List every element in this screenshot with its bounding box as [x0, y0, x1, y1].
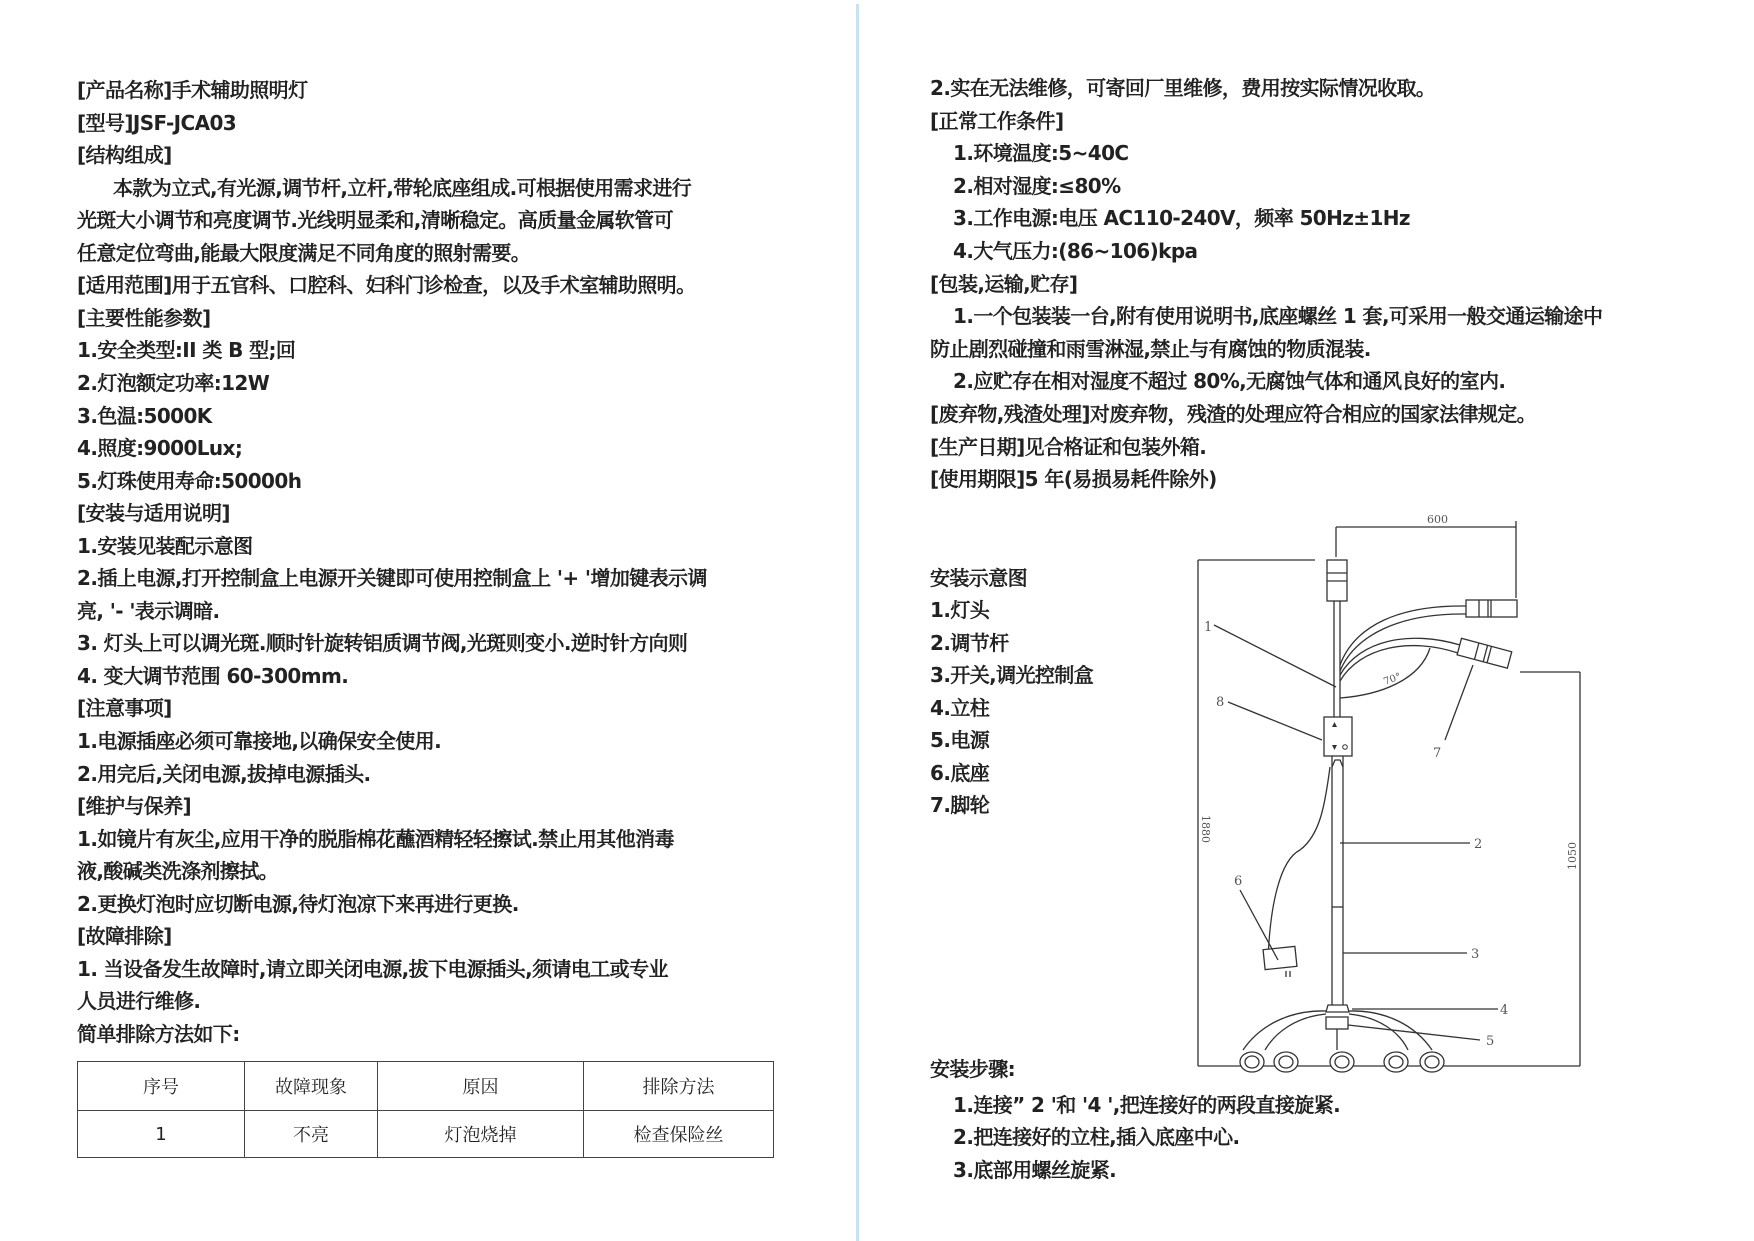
- troubleshooting-table: [77, 1061, 774, 1158]
- table-cell: 不亮: [245, 1111, 378, 1158]
- callout-label: 2: [1474, 837, 1483, 852]
- table-row: [78, 1111, 774, 1158]
- text-line: 3.工作电源:电压 AC110-240V，频率 50Hz±1Hz: [953, 206, 1410, 230]
- text-line: [安装与适用说明]: [77, 501, 230, 525]
- dimension-arm-height-label: 1050: [1566, 842, 1579, 870]
- text-line: 4.大气压力:(86~106)kpa: [953, 239, 1198, 263]
- text-line: [注意事项]: [77, 696, 172, 720]
- text-line: 任意定位弯曲,能最大限度满足不同角度的照射需要。: [77, 241, 531, 265]
- legend-item: 3.开关,调光控制盒: [930, 663, 1094, 687]
- lamp-assembly-diagram: [1180, 505, 1600, 1085]
- callout-label: 8: [1216, 695, 1225, 710]
- text-line: 3.色温:5000K: [77, 404, 212, 428]
- text-line: 5.灯珠使用寿命:50000h: [77, 469, 302, 493]
- text-line: 2.灯泡额定功率:12W: [77, 371, 270, 395]
- legend-item: 6.底座: [930, 761, 990, 785]
- table-header-row: [78, 1062, 774, 1111]
- text-line: 2.相对湿度:≤80%: [953, 174, 1121, 198]
- text-line: 1.电源插座必须可靠接地,以确保安全使用.: [77, 729, 442, 753]
- callout-label: 3: [1471, 947, 1480, 962]
- text-line: 1.安全类型:II 类 B 型;回: [77, 338, 296, 362]
- text-line: [结构组成]: [77, 143, 172, 167]
- text-line: [包装,运输,贮存]: [930, 272, 1078, 296]
- text-line: 本款为立式,有光源,调节杆,立杆,带轮底座组成.可根据使用需求进行: [113, 176, 692, 200]
- table-header-cell: 序号: [78, 1062, 245, 1111]
- text-line: 1.如镜片有灰尘,应用干净的脱脂棉花蘸酒精轻轻擦试.禁止用其他消毒: [77, 827, 674, 851]
- table-header-cell: 故障现象: [245, 1062, 378, 1111]
- text-line: 1.一个包装装一台,附有使用说明书,底座螺丝 1 套,可采用一般交通运输途中: [953, 304, 1603, 328]
- callout-label: 7: [1433, 746, 1442, 761]
- text-line: 2.用完后,关闭电源,拔掉电源插头.: [77, 762, 371, 786]
- step-item: 3.底部用螺丝旋紧.: [953, 1158, 1117, 1182]
- text-line: [使用期限]5 年(易损易耗件除外): [930, 467, 1217, 491]
- legend-item: 2.调节杆: [930, 631, 1009, 655]
- text-line: [产品名称]手术辅助照明灯: [77, 78, 308, 102]
- text-line: 4.照度:9000Lux;: [77, 436, 243, 460]
- text-line: [维护与保养]: [77, 794, 192, 818]
- text-line: [正常工作条件]: [930, 109, 1064, 133]
- table-cell: 1: [78, 1111, 245, 1158]
- table-cell: 检查保险丝: [584, 1111, 774, 1158]
- legend-title: 安装示意图: [930, 566, 1027, 590]
- steps-title: 安装步骤:: [930, 1057, 1015, 1081]
- dimension-width-label: 600: [1427, 513, 1448, 526]
- text-line: 人员进行维修.: [77, 989, 201, 1013]
- step-item: 2.把连接好的立柱,插入底座中心.: [953, 1125, 1240, 1149]
- legend-item: 4.立柱: [930, 696, 990, 720]
- text-line: 1. 当设备发生故障时,请立即关闭电源,拔下电源插头,须请电工或专业: [77, 957, 668, 981]
- text-line: [型号]JSF-JCA03: [77, 111, 237, 135]
- text-line: 光斑大小调节和亮度调节.光线明显柔和,清晰稳定。高质量金属软管可: [77, 208, 673, 232]
- text-line: [故障排除]: [77, 924, 172, 948]
- table-cell: 灯泡烧掉: [378, 1111, 584, 1158]
- table-header-cell: 原因: [378, 1062, 584, 1111]
- callout-label: 6: [1234, 874, 1243, 889]
- angle-label: 70°: [1382, 671, 1403, 688]
- text-line: 1.环境温度:5~40C: [953, 141, 1129, 165]
- text-line: [废弃物,残渣处理]对废弃物，残渣的处理应符合相应的国家法律规定。: [930, 402, 1537, 426]
- text-line: 3. 灯头上可以调光斑.顺时针旋转铝质调节阀,光斑则变小.逆时针方向则: [77, 631, 688, 655]
- text-line: 1.安装见装配示意图: [77, 534, 253, 558]
- text-line: [生产日期]见合格证和包装外箱.: [930, 435, 1207, 459]
- text-line: [适用范围]用于五官科、口腔科、妇科门诊检查，以及手术室辅助照明。: [77, 273, 696, 297]
- text-line: 2.更换灯泡时应切断电源,待灯泡凉下来再进行更换.: [77, 892, 519, 916]
- step-item: 1.连接” 2 '和 '4 ',把连接好的两段直接旋紧.: [953, 1093, 1341, 1117]
- text-line: 简单排除方法如下:: [77, 1022, 240, 1046]
- text-line: 2.应贮存在相对湿度不超过 80%,无腐蚀气体和通风良好的室内.: [953, 369, 1506, 393]
- callout-label: 1: [1204, 620, 1213, 635]
- dimension-total-height-label: 1880: [1199, 815, 1212, 843]
- legend-item: 1.灯头: [930, 598, 990, 622]
- text-line: 液,酸碱类洗涤剂擦拭。: [77, 859, 278, 883]
- legend-item: 7.脚轮: [930, 793, 990, 817]
- text-line: 2.插上电源,打开控制盒上电源开关键即可使用控制盒上 '+ '增加键表示调: [77, 566, 707, 590]
- callout-label: 5: [1486, 1034, 1495, 1049]
- text-line: 防止剧烈碰撞和雨雪淋湿,禁止与有腐蚀的物质混装.: [930, 337, 1371, 361]
- text-line: [主要性能参数]: [77, 306, 211, 330]
- text-line: 亮, '- '表示调暗.: [77, 599, 220, 623]
- text-line: 4. 变大调节范围 60-300mm.: [77, 664, 349, 688]
- table-header-cell: 排除方法: [584, 1062, 774, 1111]
- callout-label: 4: [1500, 1003, 1509, 1018]
- legend-item: 5.电源: [930, 728, 990, 752]
- page-divider: [856, 4, 859, 1241]
- text-line: 2.实在无法维修，可寄回厂里维修，费用按实际情况收取。: [930, 76, 1436, 100]
